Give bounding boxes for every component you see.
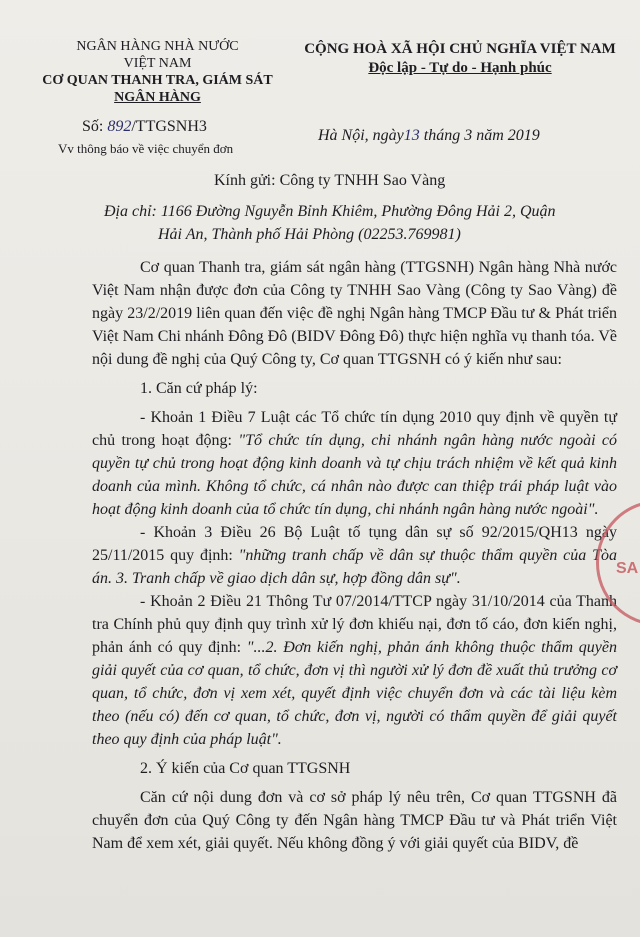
address-line-2: Hải An, Thành phố Hải Phòng (02253.769981) bbox=[158, 226, 461, 243]
national-header bbox=[290, 40, 630, 78]
item-3-lead: - Khoản 2 Điều 21 Thông Tư 07/2014/TTCP ngày 31/10/2014 của Thanh tra Chính phủ quy định quy trình xử lý đơn khiếu nại, đơn tố cáo, đơn kiến nghị, phản ánh có quy định: bbox=[92, 593, 617, 656]
issuer-header bbox=[40, 38, 275, 106]
intro-paragraph: Cơ quan Thanh tra, giám sát ngân hàng (TTGSNH) Ngân hàng Nhà nước Việt Nam nhận được đơn của Công ty TNHH Sao Vàng (Công ty Sao Vàng) đề ngày 23/2/2019 liên quan đến việc đề nghị Ngân hàng TMCP Đầu tư & Phát triển Việt Nam Chi nhánh Đông Đô (BIDV Đông Đô) thực hiện nghĩa vụ thanh tóa. Về nội dung đề nghị của Quý Công ty, Cơ quan TTGSNH có ý kiến như sau: bbox=[92, 259, 617, 368]
date-prefix: Hà Nội, ngày bbox=[318, 127, 404, 144]
recipient-address bbox=[104, 200, 604, 246]
item-1-quote: "Tổ chức tín dụng, chi nhánh ngân hàng nước ngoài có quyền tự chủ trong hoạt động kinh doanh và tự chịu trách nhiệm về kết quả kinh doanh của mình. Không tổ chức, cá nhân nào được can thiệp trái pháp luật vào hoạt động kinh doanh của tổ chức tín dụng, chi nhánh ngân hàng nước ngoài". bbox=[92, 432, 617, 518]
issuer-line-2: VIỆT NAM bbox=[123, 56, 192, 71]
date-month-prefix: tháng bbox=[423, 127, 461, 144]
issuer-line-4: NGÂN HÀNG bbox=[114, 90, 201, 105]
date-day: 13 bbox=[403, 127, 420, 144]
document-date bbox=[318, 127, 540, 145]
item-1-lead: - Khoản 1 Điều 7 Luật các Tổ chức tín dụng 2010 quy định về quyền tự chủ trong hoạt động: bbox=[92, 409, 617, 449]
doc-number-prefix: Số: bbox=[82, 118, 104, 135]
conclusion-paragraph: Căn cứ nội dung đơn và cơ sở pháp lý nêu trên, Cơ quan TTGSNH đã chuyển đơn của Quý Công ty đến Ngân hàng TMCP Đầu tư và Phát triển Việt Nam để xem xét, giải quyết. Nếu không đồng ý với giải quyết của BIDV, đề bbox=[92, 789, 617, 852]
national-title: CỘNG HOÀ XÃ HỘI CHỦ NGHĨA VIỆT NAM bbox=[304, 41, 616, 57]
section-heading-legal-basis: 1. Căn cứ pháp lý: bbox=[140, 380, 258, 397]
issuer-line-3: CƠ QUAN THANH TRA, GIÁM SÁT bbox=[42, 73, 273, 88]
section-heading-opinion: 2. Ý kiến của Cơ quan TTGSNH bbox=[140, 760, 351, 777]
date-year: 2019 bbox=[507, 127, 540, 144]
stamp-text: SA bbox=[616, 560, 639, 577]
item-3-quote: "...2. Đơn kiến nghị, phản ánh không thuộc thẩm quyền giải quyết của cơ quan, tổ chức, đơn vị thì người xử lý đơn đề xuất thủ trưởng cơ quan, tổ chức, đơn vị xem xét, quyết định việc chuyển đơn và các tài liệu kèm theo (nếu có) đến cơ quan, tổ chức, đơn vị, người có thẩm quyền để giải quyết theo quy định của pháp luật". bbox=[92, 639, 617, 748]
document-subject: Vv thông báo về việc chuyển đơn bbox=[58, 141, 234, 156]
national-motto: Độc lập - Tự do - Hạnh phúc bbox=[368, 60, 552, 76]
issuer-line-1: NGÂN HÀNG NHÀ NƯỚC bbox=[76, 39, 239, 54]
document-body bbox=[92, 256, 617, 855]
doc-number-value: 892 bbox=[107, 118, 132, 135]
doc-number-suffix: /TTGSNH3 bbox=[131, 118, 207, 135]
recipient: Kính gửi: Công ty TNHH Sao Vàng bbox=[214, 172, 446, 189]
legal-basis-item-2 bbox=[92, 521, 617, 590]
item-2-quote: "những tranh chấp về dân sự thuộc thẩm quyền của Tòa án. 3. Tranh chấp về giao dịch dân sự, hợp đồng dân sự". bbox=[92, 547, 618, 587]
date-year-prefix: năm bbox=[476, 127, 504, 144]
legal-basis-item-3 bbox=[92, 590, 617, 751]
legal-basis-item-1 bbox=[92, 406, 617, 521]
item-2-lead: - Khoản 3 Điều 26 Bộ Luật tố tụng dân sự số 92/2015/QH13 ngày 25/11/2015 quy định: bbox=[92, 524, 617, 564]
document-number bbox=[82, 118, 207, 136]
address-line-1: Địa chỉ: 1166 Đường Nguyễn Bỉnh Khiêm, Phường Đông Hải 2, Quận bbox=[104, 203, 556, 220]
date-month: 3 bbox=[464, 127, 473, 144]
